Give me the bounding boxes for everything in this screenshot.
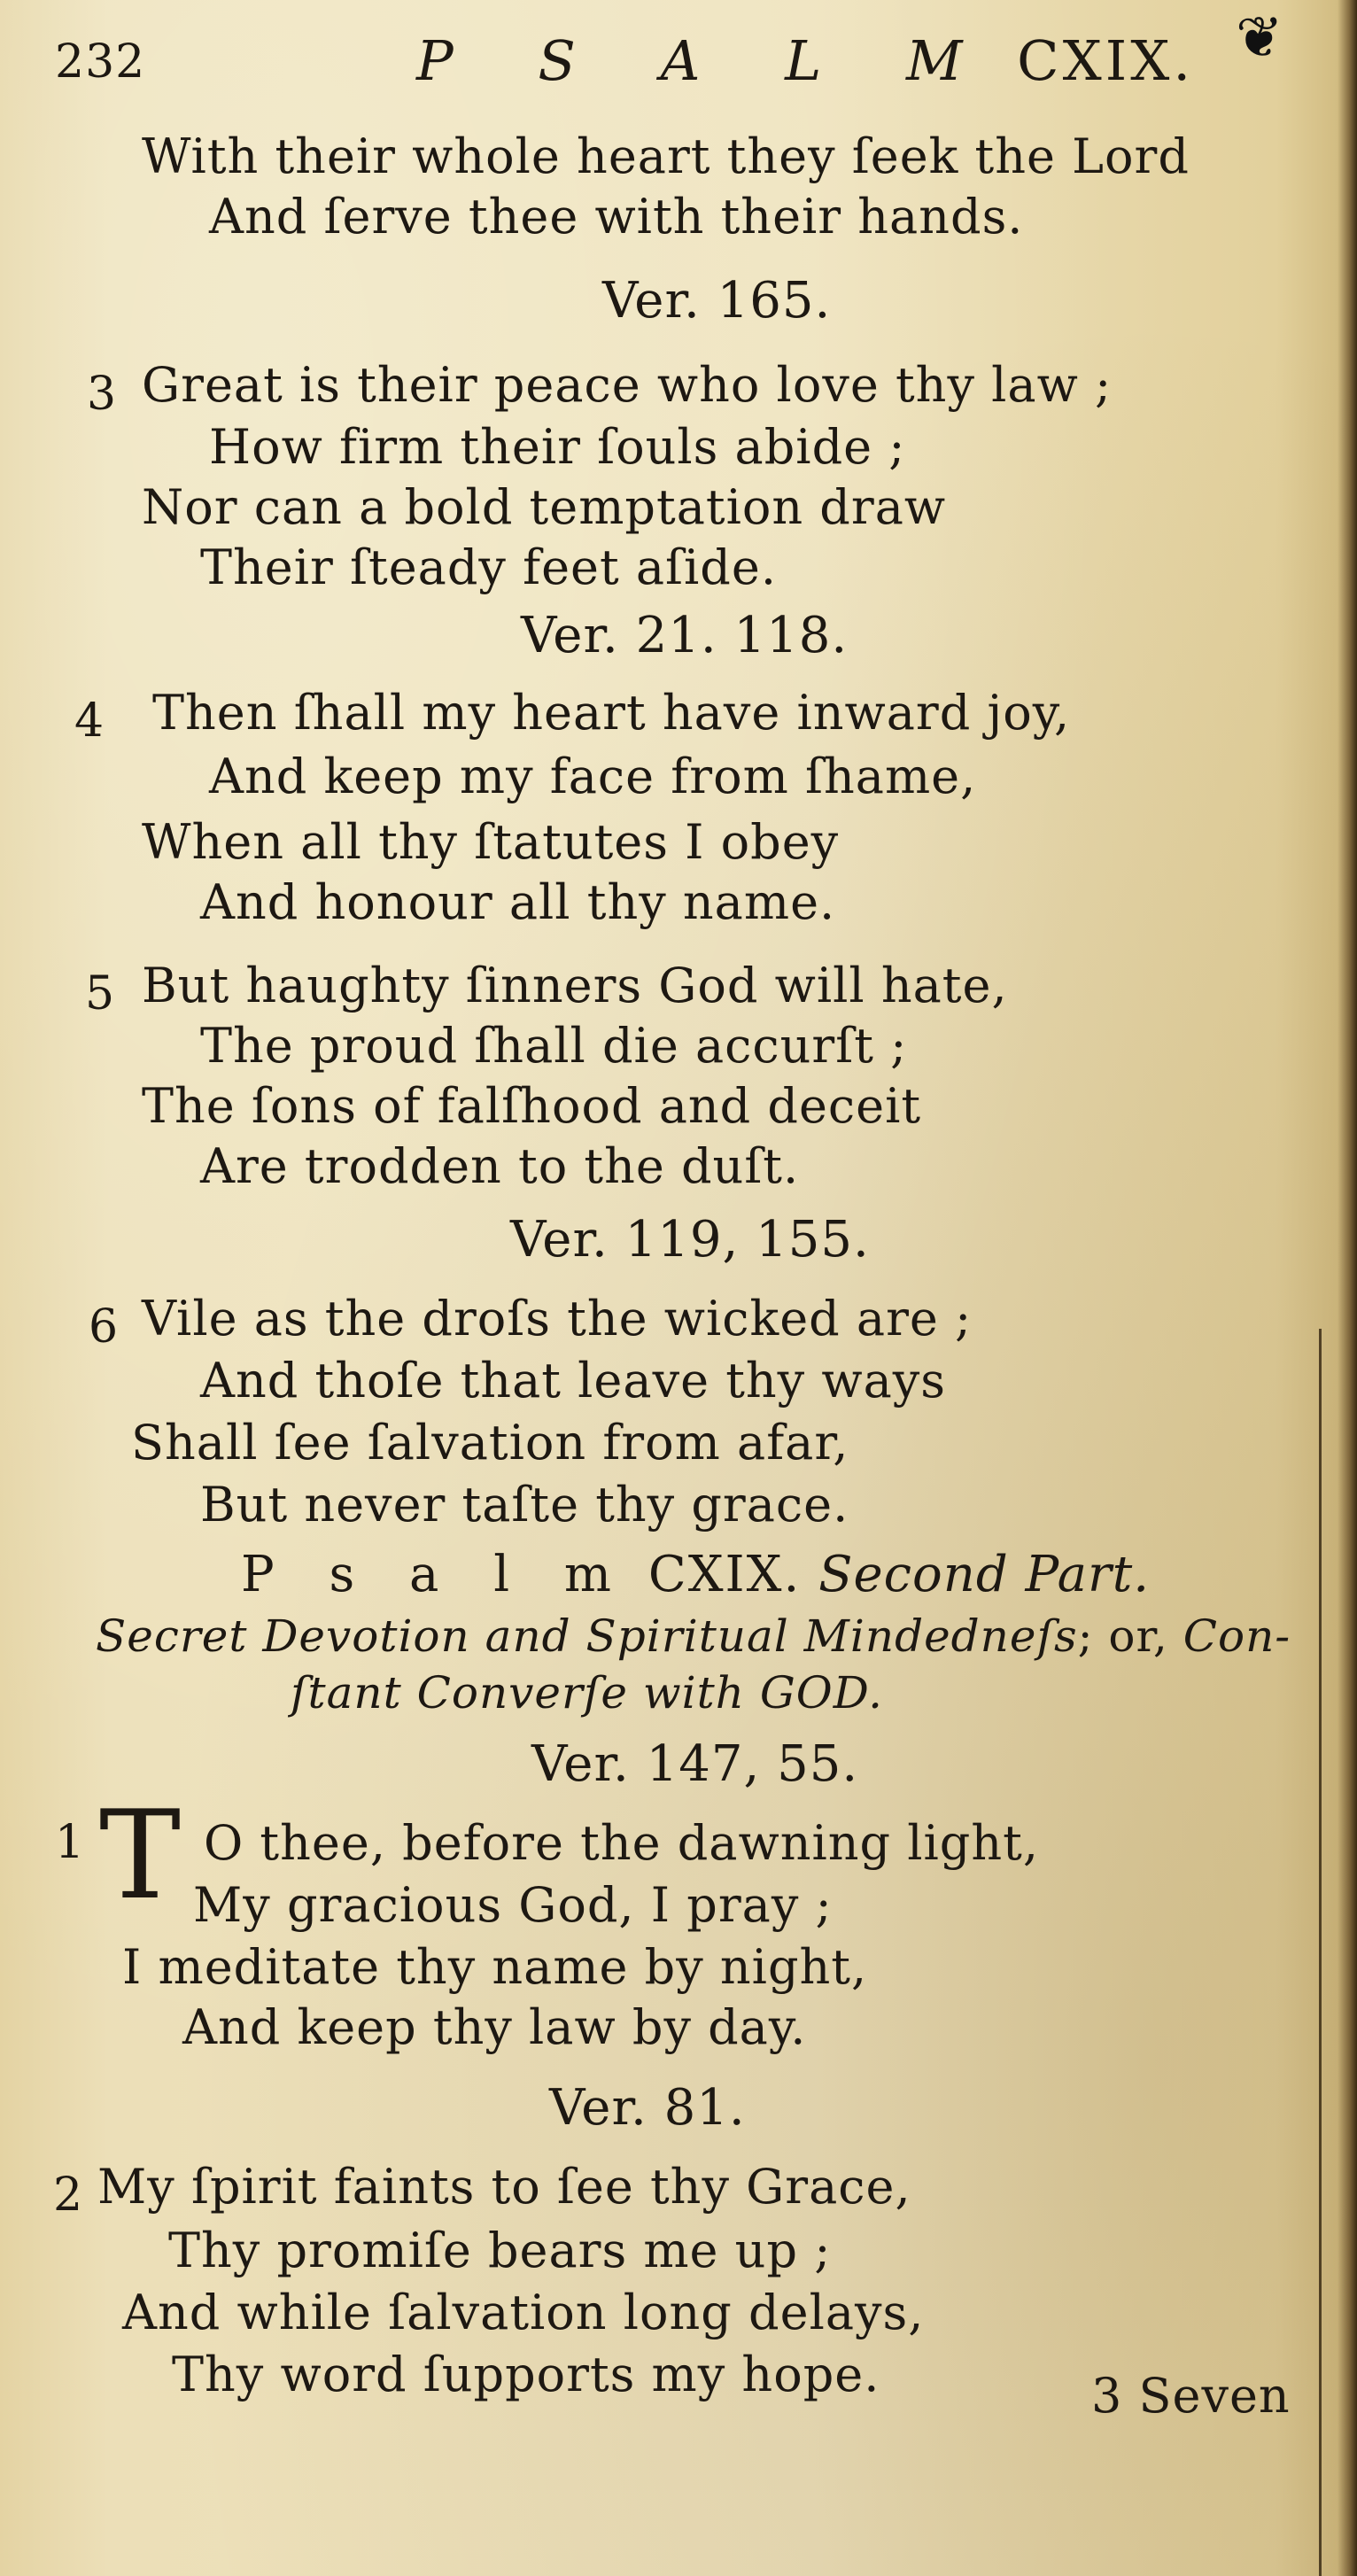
verse-reference: Ver. 119, 155. (510, 1211, 870, 1269)
verse-line: My gracious God, I pray ; (193, 1877, 833, 1933)
page-gutter-line (1319, 1329, 1322, 2576)
section-subtitle-line (96, 1610, 1291, 1662)
verse-line: Thy word ſupports my hope. (172, 2347, 880, 2402)
verse-line: And honour all thy name. (200, 874, 836, 930)
section-title (241, 1546, 1151, 1603)
verse-line: Their ſteady feet aſide. (200, 539, 777, 595)
verse-line: With their whole heart they ſeek the Lord (142, 128, 1190, 184)
verse-line: I meditate thy name by night, (122, 1939, 868, 1995)
running-head (416, 28, 1195, 93)
catchword: 3 Seven (1091, 2368, 1291, 2424)
section-title-psalm: P s a l m (241, 1546, 632, 1603)
verse-line: And keep thy law by day. (182, 1999, 807, 2055)
verse-line: The proud ſhall die accurſt ; (200, 1018, 908, 1074)
section-title-part: Second Part. (818, 1546, 1151, 1603)
verse-line: And thoſe that leave thy ways (200, 1353, 946, 1408)
stanza-number: 6 (89, 1300, 119, 1354)
verse-line: And keep my face from ſhame, (209, 749, 977, 804)
stanza-number: 4 (74, 694, 105, 748)
stanza-number: 3 (87, 368, 117, 421)
page-number: 232 (55, 35, 146, 89)
subtitle-hyphenated: Con- (1183, 1610, 1291, 1662)
page-binding-edge (1338, 0, 1357, 2576)
verse-line: Thy promiſe bears me up ; (168, 2223, 832, 2278)
verse-reference: Ver. 81. (549, 2079, 746, 2137)
stanza-number: 2 (53, 2169, 83, 2222)
section-title-numeral: CXIX. (647, 1546, 802, 1603)
verse-line: How firm their ſouls abide ; (209, 419, 906, 475)
verse-reference: Ver. 21. 118. (521, 607, 849, 664)
verse-line: Then ſhall my heart have inward joy, (152, 685, 1071, 741)
verse-reference: Ver. 147, 55. (531, 1735, 859, 1793)
stanza-number: 5 (85, 967, 115, 1020)
verse-line: Are trodden to the duſt. (200, 1138, 800, 1194)
verse-line: Vile as the droſs the wicked are ; (142, 1291, 973, 1346)
subtitle-theme: Secret Devotion and Spiritual Mindedneſs (96, 1610, 1078, 1662)
verse-line: When all thy ſtatutes I obey (142, 814, 840, 870)
section-subtitle-line: ſtant Converſe with GOD. (291, 1667, 883, 1719)
verse-line: The ſons of falſhood and deceit (142, 1078, 922, 1134)
verse-line: My ſpirit faints to ſee thy Grace, (97, 2159, 911, 2215)
running-head-numeral: CXIX. (1017, 28, 1195, 93)
drop-cap: T (99, 1784, 182, 1927)
verse-line: And ſerve thee with their hands. (209, 189, 1024, 244)
verse-line: Nor can a bold temptation draw (142, 479, 947, 535)
verse-line: O thee, before the dawning light, (204, 1815, 1040, 1871)
verse-line: But haughty ſinners God will hate, (142, 958, 1008, 1013)
running-head-psalm: P S A L M (416, 28, 996, 93)
subtitle-conjunction: ; or, (1077, 1610, 1168, 1662)
verse-line: Great is their peace who love thy law ; (142, 357, 1113, 413)
verse-line: But never taſte thy grace. (200, 1477, 849, 1532)
stanza-number: 1 (55, 1816, 85, 1869)
verse-line: And while ſalvation long delays, (122, 2285, 925, 2340)
verse-line: Shall ſee ſalvation from afar, (131, 1415, 849, 1470)
verse-reference: Ver. 165. (602, 272, 832, 330)
fleuron-icon: ❦ (1236, 5, 1283, 71)
